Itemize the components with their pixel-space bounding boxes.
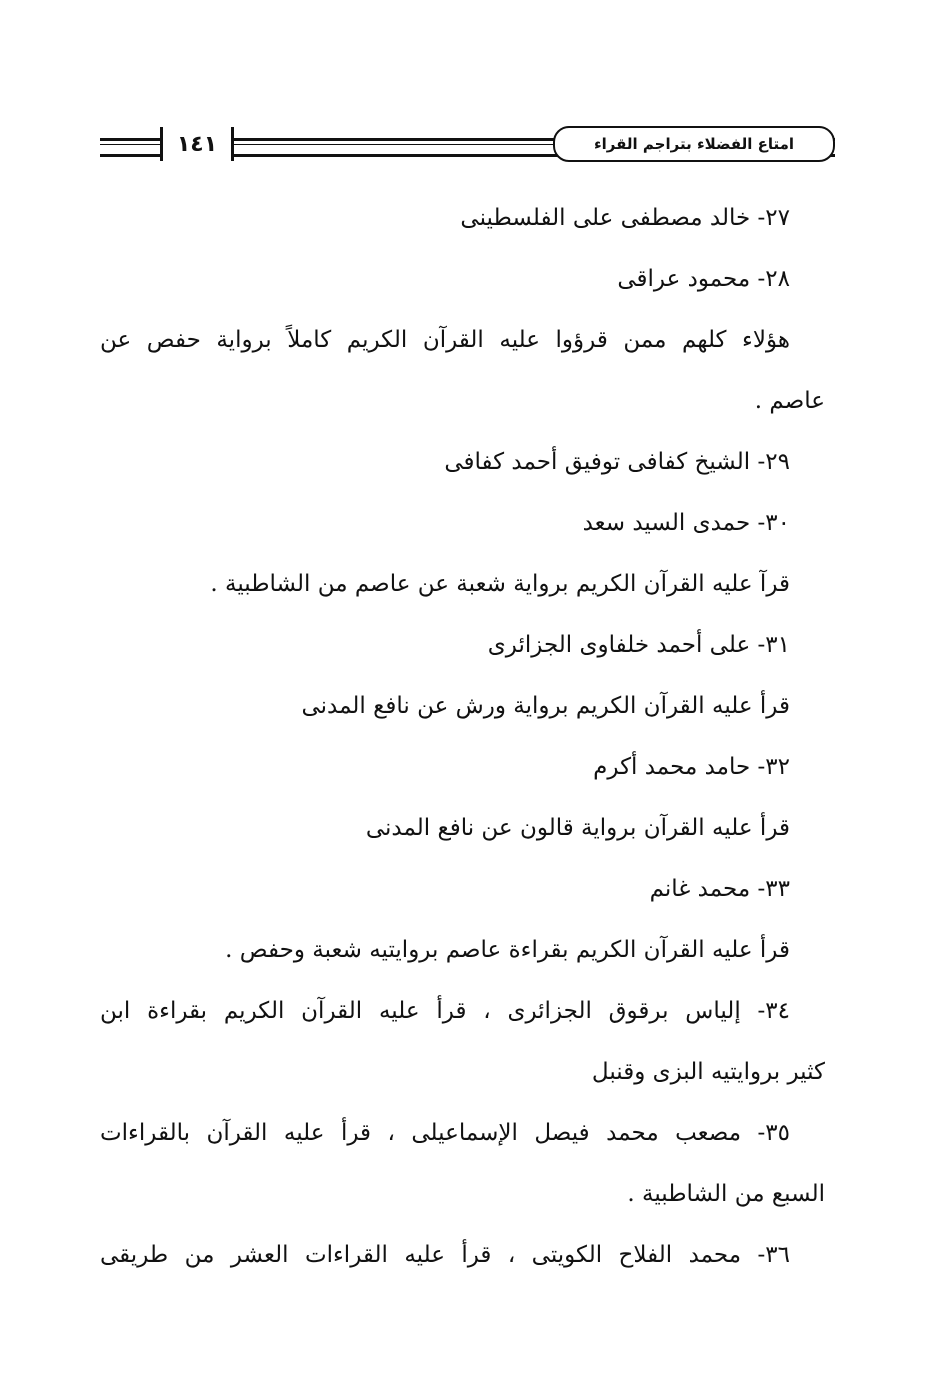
page-body (100, 188, 825, 1286)
reading-note: قرأ عليه القرآن الكريم برواية ورش عن نافع المدنى (301, 693, 790, 719)
paragraph-line: كثير بروايتيه البزى وقنبل (591, 1059, 825, 1085)
list-item-30: ٣٠- حمدى السيد سعد (582, 510, 790, 536)
list-item-27: ٢٧- خالد مصطفى على الفلسطينى (460, 205, 790, 231)
reading-note: قرآ عليه القرآن الكريم برواية شعبة عن عاصم من الشاطبية . (210, 571, 790, 597)
list-item-32: ٣٢- حامد محمد أكرم (593, 754, 790, 780)
page-number: ١٤١ (160, 127, 234, 161)
list-item-34: ٣٤- إلياس برقوق الجزائرى ، قرأ عليه القرآن الكريم بقراءة ابن (100, 998, 790, 1024)
reading-note: قرأ عليه القرآن برواية قالون عن نافع المدنى (365, 815, 790, 841)
paragraph-line: هؤلاء كلهم ممن قرؤوا عليه القرآن الكريم كاملاً برواية حفص عن (100, 327, 790, 353)
list-item-36: ٣٦- محمد الفلاح الكويتى ، قرأ عليه القراءات العشر من طريقى (100, 1242, 790, 1268)
paragraph-line: عاصم . (754, 388, 825, 414)
list-item-31: ٣١- على أحمد خلفاوى الجزائرى (487, 632, 790, 658)
list-item-33: ٣٣- محمد غانم (649, 876, 790, 902)
list-item-35: ٣٥- مصعب محمد فيصل الإسماعيلى ، قرأ عليه القرآن بالقراءات (100, 1120, 790, 1146)
list-item-28: ٢٨- محمود عراقى (617, 266, 790, 292)
book-title: امتاع الفضلاء بتراجم القراء (553, 126, 835, 162)
paragraph-line: السبع من الشاطبية . (627, 1181, 825, 1207)
reading-note: قرأ عليه القرآن الكريم بقراءة عاصم بروايتيه شعبة وحفص . (225, 937, 790, 963)
running-header (100, 124, 835, 168)
list-item-29: ٢٩- الشيخ كفافى توفيق أحمد كفافى (444, 449, 790, 475)
